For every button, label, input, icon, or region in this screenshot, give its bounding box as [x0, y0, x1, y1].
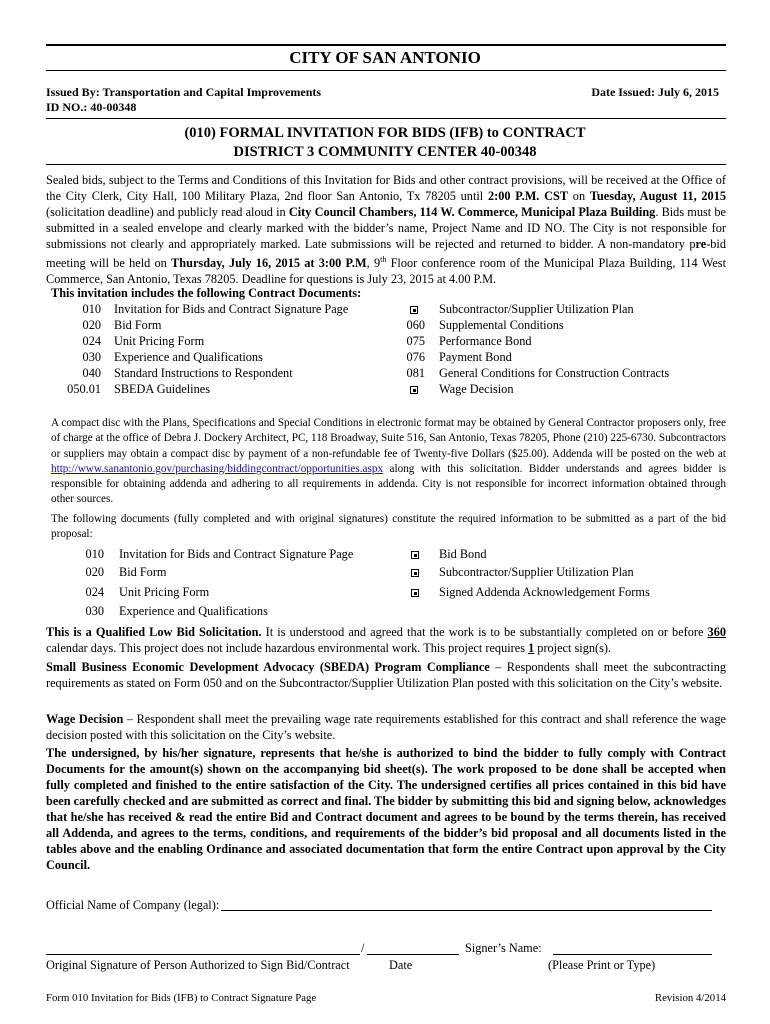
- ifb-title-line2: DISTRICT 3 COMMUNITY CENTER 40-00348: [233, 144, 537, 160]
- signature-caption: Original Signature of Person Authorized to Sign Bid/Contract: [46, 958, 350, 972]
- checkbox-bullet-icon: [411, 551, 419, 559]
- qualified-bid-paragraph: This is a Qualified Low Bid Solicitation. It is understood and agreed that the work is to be substantially completed on or before 360 calendar days. This project does not include hazardous environmental work. This project requires 1 project sign(s).: [46, 625, 726, 655]
- undersigned-paragraph: The undersigned, by his/her signature, represents that he/she is authorized to bind the bidder to fully comply with Contract Documents for the amount(s) shown on the accompanying bid sheet(s). The work proposed to be done shall be accepted when fully completed and finished to the entire satisfaction of the City. The undersigned certifies all prices contained in this bid have been carefully checked and are submitted as correct and final. The bidder by submitting this bid and signing below, acknowledges that he/she has received & read the entire Bid and Contract document and agrees to be bound by the terms therein, has received all Addenda, and agrees to the terms, conditions, and requirements of the bidder’s bid proposal and all documents listed in the tables above and the enabling Ordinance and associated documentation that form the entire Contract upon approval by the City Council.: [46, 746, 726, 872]
- date-issued: Date Issued: July 6, 2015: [591, 85, 719, 99]
- ifb-title: [0, 124, 770, 162]
- title-rule: [46, 70, 726, 71]
- sbeda-paragraph: Small Business Economic Development Advocacy (SBEDA) Program Compliance – Respondents shall meet the subcontracting requirements as stated on Form 050 and on the Subcontractor/Supplier Utilization Plan posted with this solicitation on the City’s website.: [46, 660, 727, 690]
- intro-paragraph: Sealed bids, subject to the Terms and Conditions of this Invitation for Bids and other contract provisions, will be received at the Office of the City Clerk, City Hall, 100 Military Plaza, 2nd floor San Antonio, Tx 78205 until 2:00 P.M. CST on Tuesday, August 11, 2015 (solicitation deadline) and publicly read aloud in City Council Chambers, 114 W. Commerce, Municipal Plaza Building. Bids must be submitted in a sealed envelope and clearly marked with the bidder’s name, Project Name and ID NO. The City is not responsible for submissions not clearly and appropriately marked. Late submissions will be rejected and returned to bidder. A non-mandatory pre-bid meeting will be held on Thursday, July 16, 2015 at 3:00 P.M, 9th Floor conference room of the Municipal Plaza Building, 114 West Commerce, San Antonio, Texas 78205. Deadline for questions is July 23, 2015 at 4.00 P.M.: [46, 173, 727, 287]
- company-name-field[interactable]: [221, 910, 712, 911]
- document-page: CITY OF SAN ANTONIO Issued By: Transportation and Capital Improvements Date Issued: July 6, 2015 ID NO.: 40-00348 (010) FORMAL INVITATION FOR BIDS (IFB) to CONTRACT DISTRICT 3 COMMUNITY CENTER 40-00348 Sealed bids, subject to the Terms and Conditions of this Invitation for Bids and other contract provisions, will be received at the Office of the City Clerk, City Hall, 100 Military Plaza, 2nd floor San Antonio, Tx 78205 until 2:00 P.M. CST on Tuesday, August 11, 2015 (solicitation deadline) and publicly read aloud in City Council Chambers, 114 W. Commerce, Municipal Plaza Building. Bids must be submitted in a sealed envelope and clearly marked with the bidder’s name, Project Name and ID NO. The City is not responsible for submissions not clearly and appropriately marked. Late submissions will be rejected and returned to bidder. A non-mandatory pre-bid meeting will be held on Thursday, July 16, 2015 at 3:00 P.M, 9th Floor conference room of the Municipal Plaza Building, 114 West Commerce, San Antonio, Texas 78205. Deadline for questions is July 23, 2015 at 4.00 P.M. This invitation includes the following Contract Documents: 010 Invitation for Bids and Contract Signature Page 020 Bid Form 024 Unit Pricing Form 030 Experience and Qualifications 040 Standard Instructions to Respondent 050.01 SBEDA Guidelines Subcontractor/Supplier Utilization Plan 060 Supplemental Conditions 075 Performance Bond 076 Payment Bond 081 General Conditions for Construction Contracts Wage Decision A compact disc with the Plans, Specifications and Special Conditions in electronic format may be obtained by General Contractor proposers only, free of charge at the office of Debra J. Dockery Architect, PC, 118 Broadway, Suite 516, San Antonio, Texas 78205, Phone (210) 225-6730. Subcontractors or suppliers may obtain a compact disc by payment of a non-refundable fee of Twenty-five Dollars ($25.00). Addenda will be posted on the web at http://www.sanantonio.gov/purchasing/biddingcontract/opportunities.aspx along with this solicitation. Bidder understands and agrees bidder is responsible for obtaining addenda and adhering to all requirements in addenda. City is not responsible for incorrect information obtained through other sources. The following documents (fully completed and with original signatures) constitute the required information to be submitted as a part of the bid proposal: 010 Invitation for Bids and Contract Signature Page 020 Bid Form 024 Unit Pricing Form 030 Experience and Qualifications Bid Bond Subcontractor/Supplier Utilization Plan Signed Addenda Acknowledgement Forms This is a Qualified Low Bid Solicitation. It is understood and agreed that the work is to be substantially completed on or before 360 calendar days. This project does not include hazardous environmental work. This project requires 1 project sign(s). Small Business Economic Development Advocacy (SBEDA) Program Compliance – Respondents shall meet the subcontracting requirements as stated on Form 050 and on the Subcontractor/Supplier Utilization Plan posted with this solicitation on the City’s website. Wage Decision – Respondent shall meet the prevailing wage rate requirements established for this contract and shall reference the wage decision posted with this solicitation on the City’s website. The undersigned, by his/her signature, represents that he/she is authorized to bind the bidder to fully comply with Contract Documents for the amount(s) shown on the accompanying bid sheet(s). The work proposed to be done shall be accepted when fully completed and finished to the entire satisfaction of the City. The undersigned certifies all prices contained in this bid have been carefully checked and are submitted as correct and final. The bidder by submitting this bid and signing below, acknowledges that he/she has received & read the entire Bid and Contract document and agrees to be bound by the terms therein, has received all Addenda, and agrees to the terms, conditions, and requirements of the bidder’s bid proposal and all documents listed in the tables above and the enabling Ordinance and associated documentation that form the entire Contract upon approval by the City Council. Official Name of Company (legal): / Signer’s Name: Original Signature of Person Authorized to Sign Bid/Contract Date (Please Print or Type) Form 010 Invitation for Bids (IFB) to Contract Signature Page Revision 4/2014: [0, 0, 770, 1024]
- id-number: ID NO.: 40-00348: [46, 100, 137, 114]
- checkbox-bullet-icon: [410, 306, 418, 314]
- footer-revision: Revision 4/2014: [654, 992, 726, 1004]
- signer-name-label: Signer’s Name:: [465, 941, 542, 955]
- signer-name-field[interactable]: [553, 954, 712, 955]
- city-title: CITY OF SAN ANTONIO: [289, 48, 481, 67]
- checkbox-bullet-icon: [410, 386, 418, 394]
- issued-by: Issued By: Transportation and Capital Improvements: [46, 85, 322, 99]
- top-rule: [46, 44, 726, 46]
- ifb-rule: [46, 164, 726, 165]
- addenda-link[interactable]: http://www.sanantonio.gov/purchasing/biddingcontract/opportunities.aspx: [51, 462, 384, 475]
- date-field[interactable]: [367, 954, 459, 955]
- ifb-title-line1: (010) FORMAL INVITATION FOR BIDS (IFB) to CONTRACT: [184, 125, 586, 141]
- footer-form-name: Form 010 Invitation for Bids (IFB) to Contract Signature Page: [46, 992, 317, 1004]
- signature-slash: /: [361, 941, 365, 955]
- print-caption: (Please Print or Type): [548, 958, 656, 972]
- contract-docs-heading: This invitation includes the following Contract Documents:: [51, 286, 362, 300]
- company-name-label: Official Name of Company (legal):: [46, 898, 220, 912]
- date-caption: Date: [389, 958, 413, 972]
- submission-paragraph: The following documents (fully completed and with original signatures) constitute the required information to be submitted as a part of the bid proposal:: [51, 513, 726, 541]
- signature-field[interactable]: [46, 954, 360, 955]
- checkbox-bullet-icon: [411, 589, 419, 597]
- wage-decision-paragraph: Wage Decision – Respondent shall meet the prevailing wage rate requirements established for this contract and shall reference the wage decision posted with this solicitation on the City’s website.: [46, 712, 726, 742]
- checkbox-bullet-icon: [411, 569, 419, 577]
- header-rule: [46, 118, 726, 119]
- compact-disc-paragraph: A compact disc with the Plans, Specifications and Special Conditions in electronic format may be obtained by General Contractor proposers only, free of charge at the office of Debra J. Dockery Architect, PC, 118 Broadway, Suite 516, San Antonio, Texas 78205, Phone (210) 225-6730. Subcontractors or suppliers may obtain a compact disc by payment of a non-refundable fee of Twenty-five Dollars ($25.00). Addenda will be posted on the web at http://www.sanantonio.gov/purchasing/biddingcontract/opportunities.aspx along with this solicitation. Bidder understands and agrees bidder is responsible for obtaining addenda and adhering to all requirements in addenda. City is not responsible for incorrect information obtained through other sources.: [51, 417, 726, 506]
